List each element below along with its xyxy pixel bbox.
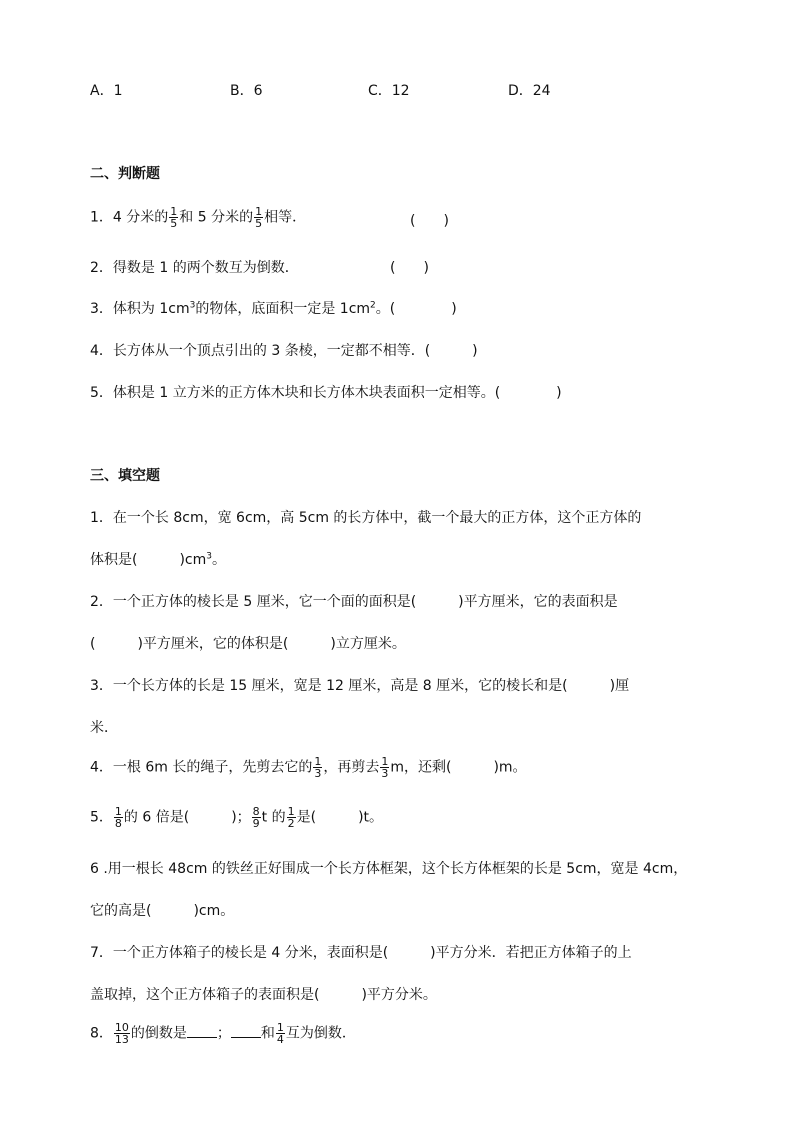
fraction: $\frac{8}{9}$ [252,805,260,830]
judge-question-1: 1．4 分米的 $\frac{1}{5}$ 和 5 分米的 $\frac{1}{5}$ 相等． [90,205,307,230]
answer-paren-2[interactable]: ( ) [390,260,429,276]
answer-paren-1[interactable]: ( ) [410,213,449,229]
choice-b: B．6 [230,83,263,99]
fill-question-2-line-2: ( )平方厘米，它的体积是( )立方厘米。 [90,636,406,652]
fill-question-6-line-1: 6 .用一根长 48cm 的铁丝正好围成一个长方体框架，这个长方体框架的长是 5cm，宽是 4cm， [90,861,688,877]
choice-a: A．1 [90,83,123,99]
fill-question-2-line-1: 2．一个正方体的棱长是 5 厘米，它一个面的面积是( )平方厘米，它的表面积是 [90,594,618,610]
section-2-heading: 二、判断题 [90,166,160,182]
fraction: $\frac{1}{3}$ [381,755,389,780]
choice-d: D．24 [508,83,551,99]
choice-c: C．12 [368,83,410,99]
fill-question-1-line-2: 体积是( )$cm^3$。 [90,551,226,568]
fill-question-3-line-1: 3．一个长方体的长是 15 厘米，宽是 12 厘米，高是 8 厘米，它的棱长和是( )厘 [90,678,630,694]
fraction: $\frac{1}{5}$ [255,205,263,230]
judge-question-5: 5．体积是 1 立方米的正方体木块和长方体木块表面积一定相等。( ) [90,385,562,401]
fill-question-7-line-2: 盖取掉，这个正方体箱子的表面积是( )平方分米。 [90,987,437,1003]
fill-question-7-line-1: 7．一个正方体箱子的棱长是 4 分米，表面积是( )平方分米．若把正方体箱子的上 [90,945,632,961]
fraction: $\frac{1}{2}$ [287,805,295,830]
fill-question-1-line-1: 1．在一个长 8cm，宽 6cm，高 5cm 的长方体中，截一个最大的正方体，这个正方体的 [90,510,642,526]
judge-question-2: 2．得数是 1 的两个数互为倒数． [90,260,299,276]
answer-blank[interactable] [231,1025,261,1038]
fill-question-4: 4．一根 6m 长的绳子，先剪去它的 $\frac{1}{3}$ ，再剪去 $\frac{1}{3}$ m，还剩( )m。 [90,755,527,780]
fraction: $\frac{1}{4}$ [276,1021,284,1046]
fraction: $\frac{1}{3}$ [314,755,322,780]
fraction: $\frac{1}{8}$ [114,805,122,830]
fill-question-5: 5． $\frac{1}{8}$ 的 6 倍是( )； $\frac{8}{9}$ t 的 $\frac{1}{2}$ 是( )t。 [90,805,384,830]
fill-question-8: 8． $\frac{10}{13}$ 的倒数是 ； 和 $\frac{1}{4}$ 互为倒数． [90,1021,356,1046]
fill-question-3-line-2: 米． [90,720,118,736]
section-3-heading: 三、填空题 [90,468,160,484]
judge-question-3: 3．体积为 $1cm^3$的物体，底面积一定是 $1cm^2$。( ) [90,300,457,317]
fraction: $\frac{10}{13}$ [114,1021,129,1046]
judge-question-4: 4．长方体从一个顶点引出的 3 条棱，一定都不相等．( ) [90,343,478,359]
fill-question-6-line-2: 它的高是( )cm。 [90,903,235,919]
answer-blank[interactable] [187,1025,217,1038]
fraction: $\frac{1}{5}$ [170,205,178,230]
